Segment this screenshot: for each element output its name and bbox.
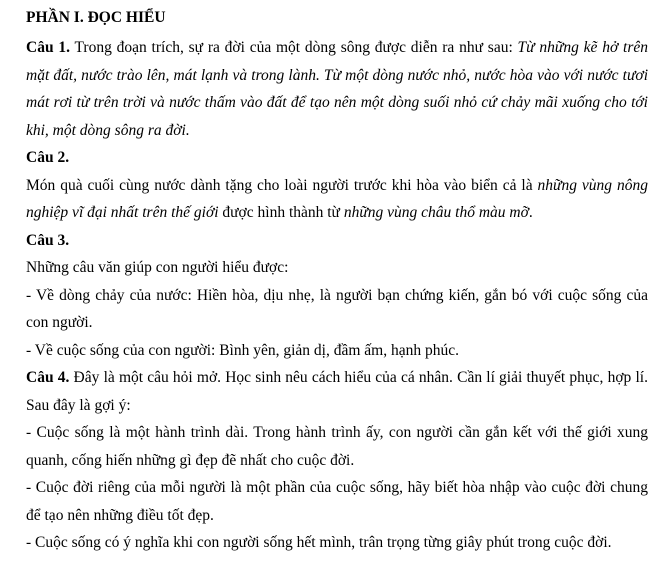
- cau3-item-1: - Về dòng chảy của nước: Hiền hòa, dịu nhẹ, là người bạn chứng kiến, gắn bó với cuộc sống của con người.: [26, 286, 648, 331]
- cau2-text-c: .: [528, 204, 533, 221]
- cau2-text-b: được hình thành từ: [218, 204, 344, 221]
- cau3-item-2: - Về cuộc sống của con người: Bình yên, giản dị, đầm ấm, hạnh phúc.: [26, 341, 459, 359]
- cau4-label: Câu 4.: [26, 369, 70, 386]
- cau1-label: Câu 1.: [26, 39, 70, 56]
- cau1-quote: Từ những kẽ hở trên mặt đất, nước trào lên, mát lạnh và trong lành. Từ một dòng nước nhỏ, nước hòa vào với nước tươi mát rơi từ trên trời và nước thấm vào đất để tạo nên một dòng suối nhỏ cứ chảy mãi xuống cho tới khi, một dòng sông ra đời.: [26, 39, 648, 139]
- cau2-text-a: Món quà cuối cùng nước dành tặng cho loài người trước khi hòa vào biển cả là: [26, 176, 538, 194]
- cau4-text: Đây là một câu hỏi mở. Học sinh nêu cách hiểu của cá nhân. Cần lí giải thuyết phục, hợp lí. Sau đây là gợi ý:: [26, 369, 648, 414]
- cau3-intro: Những câu văn giúp con người hiểu được:: [26, 259, 289, 276]
- cau1-text: Trong đoạn trích, sự ra đời của một dòng sông được diễn ra như sau:: [69, 39, 518, 56]
- cau4-item-1: - Cuộc sống là một hành trình dài. Trong hành trình ấy, con người cần gắn kết với thế giới xung quanh, cống hiến những gì đẹp đẽ nhất cho cuộc đời.: [26, 424, 648, 469]
- cau4-item-3: - Cuộc sống có ý nghĩa khi con người sống hết mình, trân trọng từng giây phút trong cuộc đời.: [26, 534, 612, 551]
- section-heading: PHẦN I. ĐỌC HIỂU: [26, 9, 166, 26]
- cau1-paragraph: [26, 34, 648, 144]
- cau2-label: Câu 2.: [26, 149, 70, 166]
- cau4-paragraph: [26, 364, 648, 419]
- cau2-italic-b: những vùng châu thổ màu mỡ: [343, 204, 529, 221]
- cau2-answer: [26, 172, 648, 227]
- cau3-label: Câu 3.: [26, 231, 70, 249]
- cau2-italic-a: những vùng nông nghiệp vĩ đại nhất trên thế giới: [26, 176, 648, 221]
- cau4-item-2: - Cuộc đời riêng của mỗi người là một phần của cuộc sống, hãy biết hòa nhập vào cuộc đời chung để tạo nên những điều tốt đẹp.: [26, 479, 648, 524]
